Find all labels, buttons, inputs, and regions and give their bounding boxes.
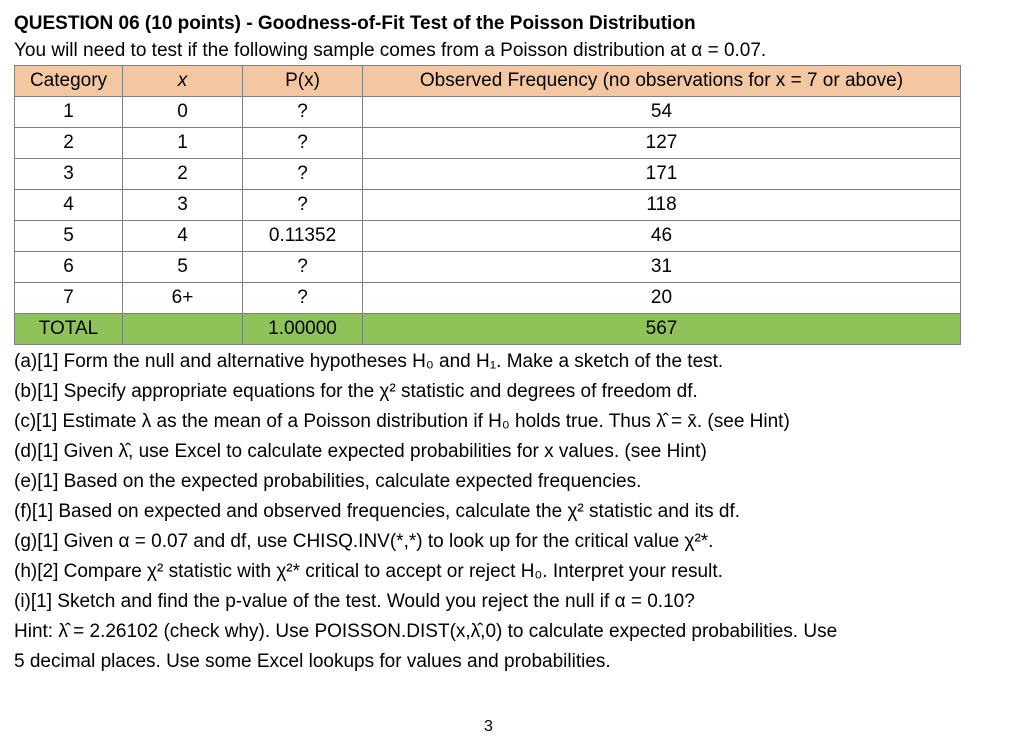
cell-px: ?	[243, 159, 363, 190]
total-px: 1.00000	[243, 314, 363, 345]
cell-observed: 118	[363, 190, 961, 221]
question-intro: You will need to test if the following sample comes from a Poisson distribution at α = 0.07.	[14, 40, 767, 61]
table-row	[15, 97, 961, 128]
cell-x: 3	[123, 190, 243, 221]
cell-px: ?	[243, 283, 363, 314]
cell-observed: 171	[363, 159, 961, 190]
table-row	[15, 159, 961, 190]
table-row	[15, 128, 961, 159]
hint-line-1: Hint: λ̂ = 2.26102 (check why). Use POISSON.DIST(x,λ̂,0) to calculate expected probabilities. Use	[14, 621, 838, 642]
question-i: (i)[1] Sketch and find the p-value of the test. Would you reject the null if α = 0.10?	[14, 591, 695, 612]
table-header-row	[15, 66, 961, 97]
table-total-row	[15, 314, 961, 345]
total-x	[123, 314, 243, 345]
cell-category: 7	[15, 283, 123, 314]
cell-category: 3	[15, 159, 123, 190]
cell-x: 0	[123, 97, 243, 128]
header-px: P(x)	[243, 66, 363, 97]
cell-observed: 31	[363, 252, 961, 283]
table-row	[15, 252, 961, 283]
cell-px: ?	[243, 190, 363, 221]
question-b: (b)[1] Specify appropriate equations for the χ² statistic and degrees of freedom df.	[14, 381, 698, 402]
page	[14, 10, 1024, 677]
cell-px: ?	[243, 252, 363, 283]
cell-x: 1	[123, 128, 243, 159]
frequency-table	[14, 65, 961, 345]
cell-observed: 127	[363, 128, 961, 159]
table-row	[15, 283, 961, 314]
cell-x: 5	[123, 252, 243, 283]
header-x: x	[123, 66, 243, 97]
cell-observed: 46	[363, 221, 961, 252]
table-row	[15, 221, 961, 252]
cell-category: 5	[15, 221, 123, 252]
table-row	[15, 190, 961, 221]
question-f: (f)[1] Based on expected and observed frequencies, calculate the χ² statistic and its df.	[14, 501, 741, 522]
question-heading: QUESTION 06 (10 points) - Goodness-of-Fit Test of the Poisson Distribution	[14, 13, 696, 34]
cell-px: 0.11352	[243, 221, 363, 252]
question-list	[14, 347, 1024, 677]
cell-px: ?	[243, 97, 363, 128]
cell-observed: 54	[363, 97, 961, 128]
question-c: (c)[1] Estimate λ as the mean of a Poisson distribution if H₀ holds true. Thus λ̂ = x̄. (see Hint)	[14, 411, 790, 432]
question-e: (e)[1] Based on the expected probabilities, calculate expected frequencies.	[14, 471, 642, 492]
page-number: 3	[484, 718, 493, 735]
question-g: (g)[1] Given α = 0.07 and df, use CHISQ.INV(*,*) to look up for the critical value χ²*.	[14, 531, 714, 552]
cell-x: 6+	[123, 283, 243, 314]
question-a: (a)[1] Form the null and alternative hypotheses H₀ and H₁. Make a sketch of the test.	[14, 351, 724, 372]
total-label: TOTAL	[15, 314, 123, 345]
cell-category: 4	[15, 190, 123, 221]
hint-line-2: 5 decimal places. Use some Excel lookups for values and probabilities.	[14, 651, 611, 672]
total-observed: 567	[363, 314, 961, 345]
cell-category: 6	[15, 252, 123, 283]
cell-observed: 20	[363, 283, 961, 314]
cell-x: 4	[123, 221, 243, 252]
cell-category: 2	[15, 128, 123, 159]
header-observed: Observed Frequency (no observations for x = 7 or above)	[363, 66, 961, 97]
cell-x: 2	[123, 159, 243, 190]
cell-category: 1	[15, 97, 123, 128]
question-h: (h)[2] Compare χ² statistic with χ²* critical to accept or reject H₀. Interpret your result.	[14, 561, 723, 582]
question-d: (d)[1] Given λ̂, use Excel to calculate expected probabilities for x values. (see Hint)	[14, 441, 707, 462]
header-category: Category	[15, 66, 123, 97]
cell-px: ?	[243, 128, 363, 159]
